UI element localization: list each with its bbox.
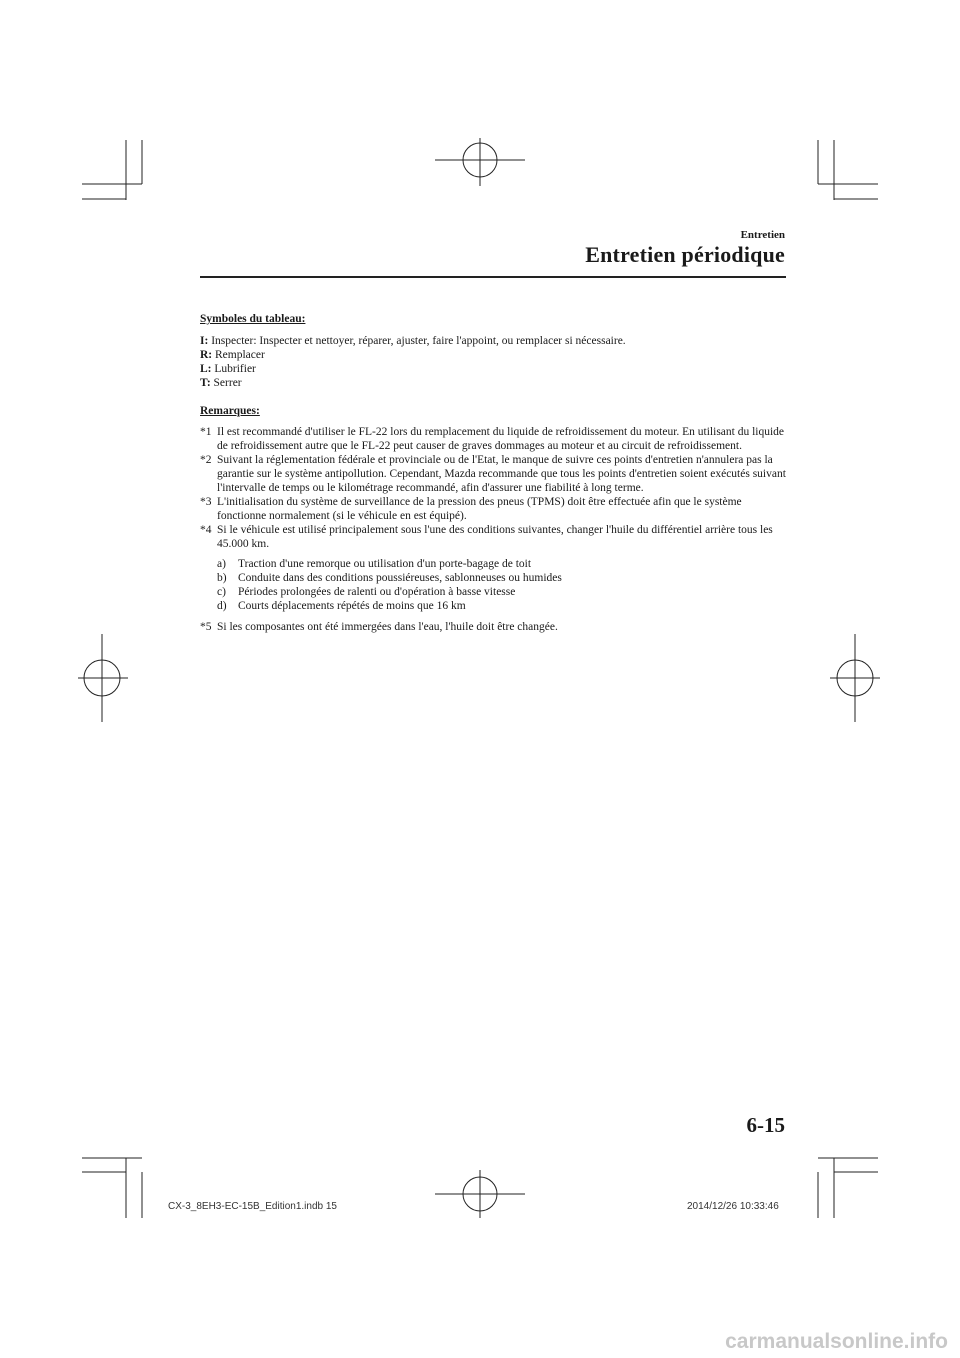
- note-text: Il est recommandé d'utiliser le FL-22 lors du remplacement du liquide de refroidissement du moteur. En utilisant du liquide de refroidissement autre que le FL-22 peut causer de graves dommages au moteur et au circuit de refroidissement.: [217, 426, 785, 452]
- symbol-text: Lubrifier: [211, 363, 256, 375]
- condition-text: Traction d'une remorque ou utilisation d'un porte-bagage de toit: [238, 558, 532, 570]
- symbol-item: [200, 348, 790, 362]
- symbol-text: Remplacer: [212, 349, 265, 361]
- note-text: Suivant la réglementation fédérale et provinciale ou de l'Etat, le manque de suivre ces points d'entretien n'annulera pas la garantie sur le système antipollution. Cependant, Mazda recommande que tous les points d'entretien soient exécutés suivant l'intervalle de temps ou le kilométrage recommandé, afin d'assurer une fiabilité à long terme.: [217, 454, 786, 494]
- page-title: Entretien périodique: [585, 242, 785, 267]
- condition-letter: c): [217, 586, 226, 598]
- remark-note: [200, 453, 790, 495]
- remark-note: [200, 425, 790, 453]
- symbol-code: L:: [200, 363, 212, 375]
- section-label: Entretien: [740, 229, 785, 241]
- condition-text: Courts déplacements répétés de moins que 16 km: [238, 600, 466, 612]
- remark-note: [200, 620, 790, 634]
- watermark: carmanualsonline.info: [725, 1330, 948, 1353]
- condition-text: Conduite dans des conditions poussiéreuses, sablonneuses ou humides: [238, 572, 562, 584]
- symbol-text: Serrer: [210, 377, 242, 389]
- note-number: *2: [200, 454, 212, 466]
- symbol-item: [200, 376, 790, 390]
- symbol-code: I:: [200, 335, 209, 347]
- remark-note: [200, 523, 790, 551]
- note-text: L'initialisation du système de surveillance de la pression des pneus (TPMS) doit être effectuée afin que le système fonctionne normalement (si le véhicule en est équipé).: [217, 496, 742, 522]
- remarks-heading: Remarques:: [200, 405, 260, 417]
- note-number: *4: [200, 524, 212, 536]
- condition-item: [217, 585, 790, 599]
- condition-item: [217, 599, 790, 613]
- conditions-list: [217, 557, 790, 613]
- remark-note: [200, 495, 790, 523]
- note-number: *1: [200, 426, 212, 438]
- condition-item: [217, 571, 790, 585]
- print-file-info: CX-3_8EH3-EC-15B_Edition1.indb 15: [168, 1201, 337, 1212]
- note-number: *3: [200, 496, 212, 508]
- symbol-code: T:: [200, 377, 211, 389]
- note-text: Si les composantes ont été immergées dans l'eau, l'huile doit être changée.: [217, 621, 558, 633]
- symbol-item: [200, 362, 790, 376]
- condition-letter: b): [217, 572, 227, 584]
- condition-text: Périodes prolongées de ralenti ou d'opération à basse vitesse: [238, 586, 516, 598]
- print-date-info: 2014/12/26 10:33:46: [687, 1201, 779, 1212]
- note-text: Si le véhicule est utilisé principalement sous l'une des conditions suivantes, changer l'huile du différentiel arrière tous les 45.000 km.: [217, 524, 773, 550]
- page-number: 6-15: [746, 1113, 785, 1137]
- main-content: [200, 312, 790, 634]
- symbol-item: [200, 334, 790, 348]
- header-divider: [200, 276, 786, 278]
- condition-item: [217, 557, 790, 571]
- condition-letter: d): [217, 600, 227, 612]
- symbol-text: Inspecter: Inspecter et nettoyer, réparer, ajuster, faire l'appoint, ou remplacer si nécessaire.: [208, 335, 626, 347]
- condition-letter: a): [217, 558, 226, 570]
- note-number: *5: [200, 621, 212, 633]
- symbols-heading: Symboles du tableau:: [200, 313, 306, 325]
- symbol-code: R:: [200, 349, 213, 361]
